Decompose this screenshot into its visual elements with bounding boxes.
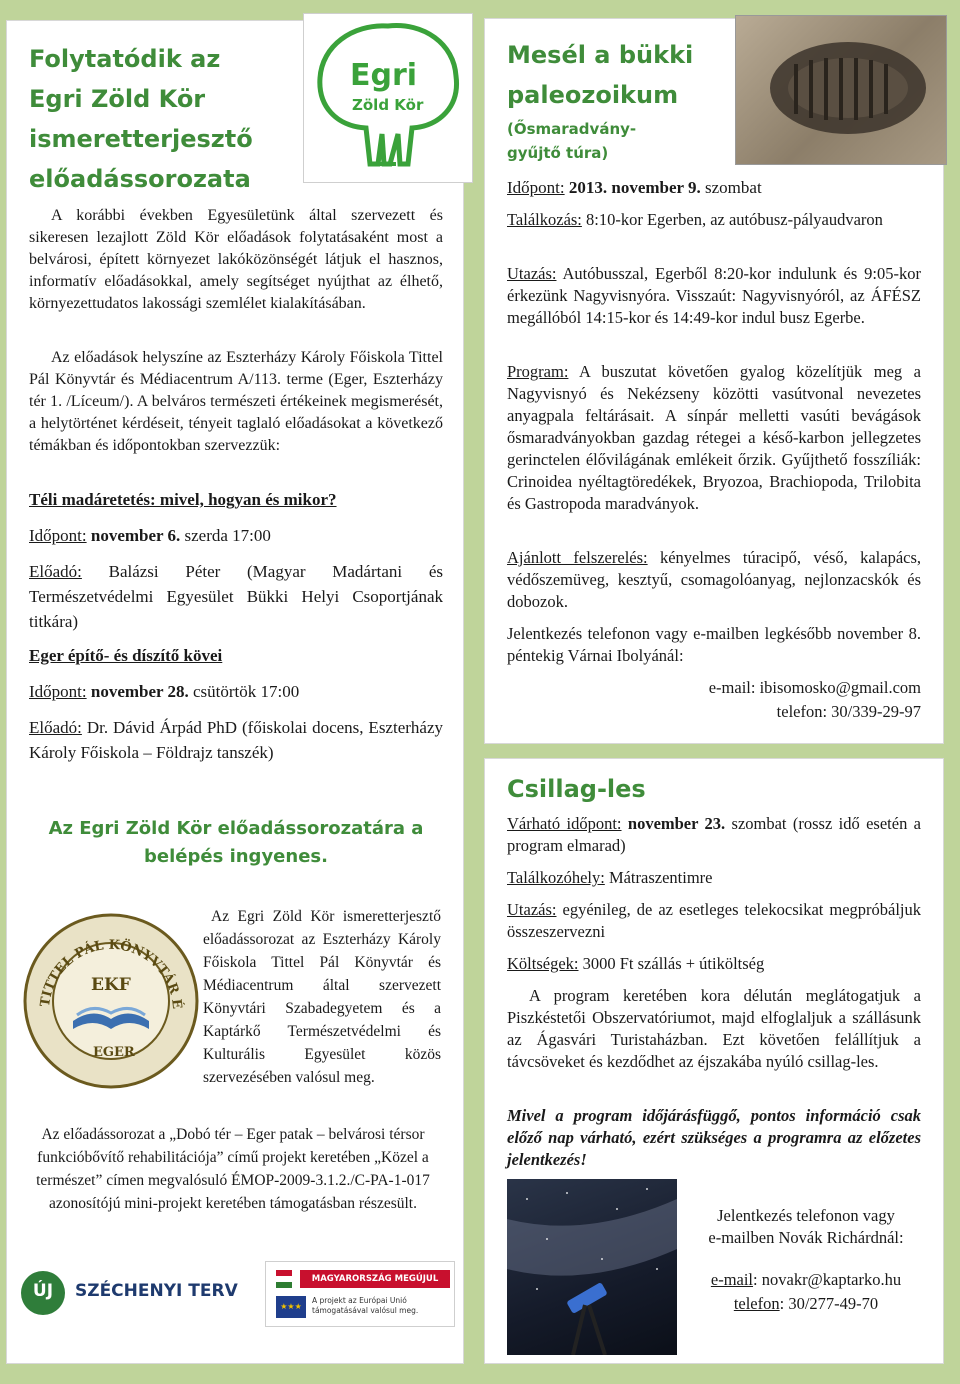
- cost-value: 3000 Ft szállás + útiköltség: [582, 954, 765, 973]
- left-panel: [6, 20, 464, 1364]
- seal-bottom: EGER: [93, 1045, 135, 1060]
- title-line: ismeretterjesztő: [29, 125, 253, 153]
- place-value: Mátraszentimre: [608, 868, 713, 887]
- speaker-label: Előadó:: [29, 562, 82, 581]
- fossil-tour-panel: [484, 18, 944, 744]
- eu-support-logo: [265, 1261, 455, 1327]
- travel-value: egyénileg, de az esetleges telekocsikat megpróbáljuk összeszervezni: [507, 900, 921, 941]
- date-value: 2013. november 9.: [568, 178, 701, 197]
- speaker-value: Dr. Dávid Árpád PhD (főiskolai docens, Eszterházy Károly Főiskola – Földrajz tanszék): [29, 718, 444, 762]
- fossil-tour-title: [507, 35, 747, 115]
- star-date: [507, 813, 921, 857]
- hungary-flag: [276, 1270, 292, 1288]
- fossil-meeting: [507, 209, 921, 231]
- program-value: A buszutat követően gyalog közelítjük meg a Nagyvisnyó és Nekézseny közötti vasútvonal nevezetes anyagpala feltárásait. A sínpár melletti vasúti bevágások ősmaradványokban gazdag rétegei a késő-karbon jellegzetes gerinctelen élővilágának emlékeit őrzik. Gyűjthető fosszíliák: Crinoidea nyéltagtöredékek, Bryozoa, Brachiopoda, Trilobita és Gastropoda maradványok.: [507, 362, 921, 513]
- date-value: november 6.: [90, 526, 181, 545]
- star-signup: [681, 1205, 931, 1249]
- travel-label: Utazás:: [507, 264, 557, 283]
- date-rest: csütörtök 17:00: [193, 682, 300, 701]
- left-title: [29, 39, 299, 199]
- star-watch-title: Csillag-les: [507, 775, 646, 803]
- date-label: Időpont:: [29, 526, 87, 545]
- signup-line: e-mailben Novák Richárdnál:: [708, 1228, 904, 1247]
- topic1-title: Téli madáretetés: mivel, hogyan és mikor?: [29, 490, 337, 509]
- seal-center: EKF: [91, 975, 131, 995]
- date-label: Időpont:: [29, 682, 87, 701]
- title-line: előadássorozata: [29, 165, 251, 193]
- topic2-speaker: [29, 715, 443, 765]
- travel-value: Autóbusszal, Egerből 8:20-kor indulunk és 9:05-kor érkezünk Nagyvisnyóra. Visszaút: Nagyvisnyóról, az ÁFÉSZ megállóból 14:15-kor és 14:49-kor indul busz Egerbe.: [507, 264, 921, 327]
- star-phone[interactable]: [681, 1293, 931, 1315]
- email-value: : novakr@kaptarko.hu: [753, 1270, 902, 1289]
- speaker-value: Balázsi Péter (Magyar Madártani és Természetvédelmi Egyesület Bükki Helyi Csoportjának titkára): [29, 562, 443, 631]
- fossil-travel: [507, 263, 921, 329]
- title-line: paleozoikum: [507, 81, 679, 109]
- fossil-email[interactable]: e-mail: ibisomosko@gmail.com: [708, 678, 921, 697]
- eu-text: A projekt az Európai Unió támogatásával valósul meg.: [312, 1296, 419, 1315]
- date-rest: szombat: [705, 178, 762, 197]
- gear-label: Ajánlott felszerelés:: [507, 548, 648, 567]
- title-line: Egri Zöld Kör: [29, 85, 206, 113]
- speaker-label: Előadó:: [29, 718, 82, 737]
- intro-paragraph: A korábbi években Egyesületünk által szervezett és sikeresen lezajlott Zöld Kör előadások folytatásaként most a belvárosi, épített környezet lakóközönségét látjuk el hasznos, informatív előadásokkal, amely segítséget nyújthat az élhető, környezettudatos lakossági szemlélet kialakításában.: [29, 207, 443, 312]
- meeting-label: Találkozás:: [507, 210, 582, 229]
- date-label: Időpont:: [507, 178, 565, 197]
- logo-text-2: Zöld Kör: [352, 96, 424, 114]
- star-email[interactable]: [681, 1269, 931, 1291]
- meeting-value: 8:10-kor Egerben, az autóbusz-pályaudvaron: [586, 210, 883, 229]
- subtitle-line: gyűjtő túra): [507, 144, 609, 162]
- gear-value: kényelmes túracipő, véső, kalapács, védőszemüveg, kesztyű, csomagolóanyag, nejlonzacskók és dobozok.: [507, 548, 922, 611]
- fossil-tour-subtitle: [507, 117, 707, 165]
- szechenyi-badge: [21, 1271, 65, 1315]
- title-line: Mesél a bükki: [507, 41, 694, 69]
- star-program: A program keretében kora délután meglátogatjuk a Piszkéstetői Obszervatóriumot, majd elfoglaljuk a szállásunk az Ágasvári Turistaházban. Ezt követően felállítjuk a távcsöveket és kezdődhet az éjszakába nyúló csillag-les.: [507, 986, 921, 1071]
- subtitle-line: (Ősmaradvány-: [507, 120, 637, 138]
- fossil-date: [507, 177, 921, 199]
- star-cost: [507, 953, 921, 975]
- topic2-date: [29, 681, 443, 703]
- date-rest: szerda 17:00: [184, 526, 271, 545]
- date-value: november 28.: [90, 682, 189, 701]
- phone-value: : 30/277-49-70: [779, 1294, 879, 1313]
- date-label: Várható időpont:: [507, 814, 622, 833]
- place-label: Találkozóhely:: [507, 868, 605, 887]
- fossil-program: [507, 361, 921, 515]
- telescope-icon: [507, 1179, 677, 1355]
- trilobite-photo: [735, 15, 947, 165]
- szechenyi-text: SZÉCHENYI TERV: [75, 1281, 238, 1301]
- email-label: e-mail: [710, 1270, 754, 1289]
- logo-text-1: Egri: [350, 58, 418, 93]
- szechenyi-u: ÚJ: [32, 1281, 54, 1301]
- star-place: [507, 867, 921, 889]
- travel-label: Utazás:: [507, 900, 557, 919]
- topic1-date: [29, 525, 443, 547]
- star-travel: [507, 899, 921, 943]
- topic1-speaker: [29, 559, 443, 634]
- project-paragraph: Az előadássorozat a „Dobó tér – Eger patak – belvárosi térsor funkcióbővítő rehabilitációja” című projekt keretében „Közel a természet” címen megvalósuló ÉMOP-2009-3.1.2./C-PA-1-017 azonosítójú mini-projekt keretében támogatásban részesült.: [36, 1126, 430, 1212]
- egri-zold-kor-logo: [303, 13, 473, 183]
- location-paragraph: Az előadások helyszíne az Eszterházy Károly Főiskola Tittel Pál Könyvtár és Médiacentrum A/113. terme (Eger, Eszterházy tér 1. /Líceum/). A belváros természeti értékeinek megismerését, a helytörténet kérdéseit, tényeit taglaló előadásokat a következő témákban és időpontokban szervezzük:: [29, 349, 443, 454]
- hungary-banner: MAGYARORSZÁG MEGÚJUL: [300, 1270, 450, 1288]
- fossil-gear: [507, 547, 921, 613]
- trilobite-icon: [736, 16, 948, 166]
- free-entry-notice: Az Egri Zöld Kör előadássorozatára a belépés ingyenes.: [48, 818, 424, 867]
- organizer-paragraph: Az Egri Zöld Kör ismeretterjesztő előadássorozat az Eszterházy Károly Főiskola Tittel Pál Könyvtár és Médiacentrum által szervezett Könyvtári Szabadegyetem és a Kaptárkő Természetvédelmi és Kulturális Egyesület közös szervezésében valósul meg.: [203, 908, 441, 1086]
- star-watch-panel: [484, 758, 944, 1364]
- program-label: Program:: [507, 362, 569, 381]
- phone-label: telefon: [733, 1294, 780, 1313]
- eu-flag-icon: ★★★: [276, 1296, 306, 1318]
- date-rest: szombat (rossz idő esetén a program elmarad): [507, 814, 922, 855]
- library-seal-icon: [21, 911, 201, 1091]
- cost-label: Költségek:: [507, 954, 579, 973]
- fossil-phone[interactable]: telefon: 30/339-29-97: [776, 702, 921, 721]
- seal-text: TITTEL PÁL KÖNYVTÁR É: [38, 937, 185, 1010]
- star-warning: Mivel a program időjárásfüggő, pontos információ csak előző nap várható, ezért szükséges a programra az előzetes jelentkezés!: [507, 1106, 921, 1169]
- fossil-signup: Jelentkezés telefonon vagy e-mailben legkésőbb november 8. péntekig Várnai Ibolyánál:: [507, 624, 921, 665]
- signup-line: Jelentkezés telefonon vagy: [717, 1206, 895, 1225]
- date-value: november 23.: [627, 814, 726, 833]
- title-line: Folytatódik az: [29, 45, 221, 73]
- szechenyi-terv-logo: [17, 1261, 249, 1327]
- topic2-title: Eger építő- és díszítő kövei: [29, 646, 223, 665]
- night-sky-photo: [507, 1179, 677, 1355]
- tittel-pal-seal: [21, 911, 201, 1091]
